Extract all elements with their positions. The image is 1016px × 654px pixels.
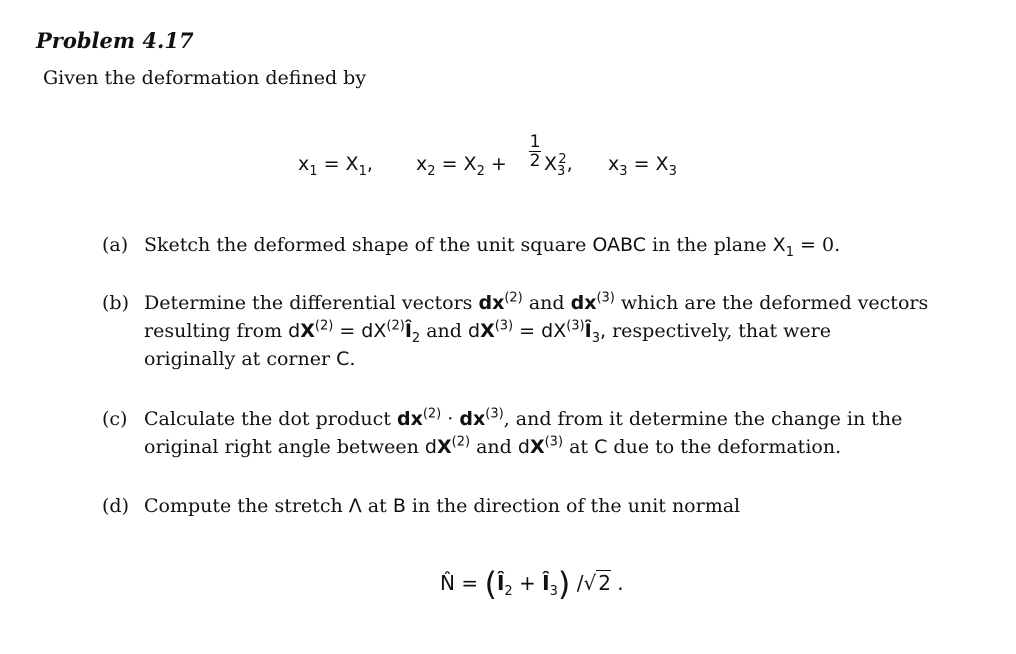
x3-squared-term: $X_3^2$, — [544, 151, 573, 179]
item-c-text: Calculate the dot product $dx^{(2)} \cdot dx^{(3)}$, and from it determine the change in the original right angle between $dX^{(2)}$ and $dX^{(3)}$ at C due to the deformation. — [144, 406, 903, 458]
equation-x2: $x_2 = X_2$ + — [416, 153, 507, 179]
item-c-label: (c) — [102, 408, 128, 430]
item-a-label: (a) — [102, 234, 129, 256]
unit-normal-equation: N̂ = ($Î_2$ + $Î_3$) /√ 2 . — [440, 565, 624, 603]
deformation-equations — [298, 133, 718, 193]
item-b-label: (b) — [102, 292, 129, 314]
item-b-text: Determine the differential vectors $dx^{(2)}$ and $dx^{(3)}$ which are the deformed vectors resulting from $dX^{(2)}$ = $dX^{(2)}Î_2$ and $dX^{(3)}$ = $dX^{(3)}Î_3$, respectively, that were originally at corner C. — [144, 290, 929, 370]
one-half-fraction: 1 2 — [529, 132, 541, 171]
item-a-text: Sketch the deformed shape of the unit square OABC in the plane $X_1 = 0$. — [144, 234, 841, 260]
equation-x1: $x_1 = X_1$, — [298, 153, 373, 179]
item-d-text: Compute the stretch Λ at B in the direction of the unit normal — [144, 495, 741, 517]
item-d-label: (d) — [102, 495, 129, 517]
equation-x3: $x_3 = X_3$ — [608, 153, 677, 179]
problem-title: Problem 4.17 — [36, 28, 194, 53]
intro-text: Given the deformation defined by — [43, 67, 367, 89]
